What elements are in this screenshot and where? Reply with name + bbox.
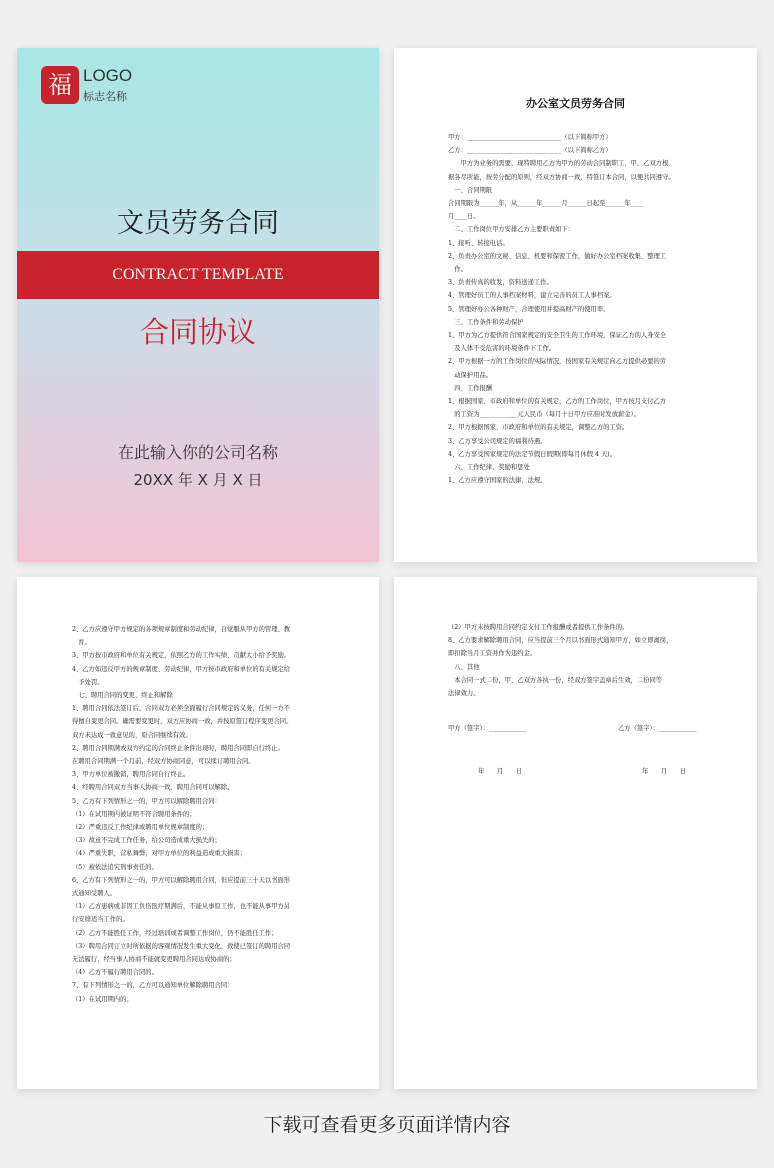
text-line: 及人体不受危害的环境条件下工作。 [448,345,556,353]
cover-subtitle: 合同协议 [139,315,256,349]
text-line: 二、工作岗位甲方安排乙方主要职责如下： [448,226,574,234]
logo-text: LOGO [83,66,133,85]
cover-page [17,48,379,562]
date-party-a: 年 月 日 [478,768,523,775]
page-2-body [72,623,324,1006]
text-line: （4）严重失职，营私舞弊，对甲方单位的利益造成重大损害； [72,850,247,858]
text-line: 无法履行，经当事人协商不能就变更聘用合同达成协商的； [72,956,236,964]
text-line: （5）被依法追究刑事责任的。 [72,863,158,871]
text-line: 三、工作条件和劳动保护 [448,318,524,326]
document-title: 办公室文员劳务合同 [526,97,625,110]
page-3-body [448,621,703,700]
text-line: 八、其他 [448,663,480,671]
text-line: 乙方：______________________________（以下简称乙方） [448,147,612,155]
text-line: 育。 [72,639,91,647]
logo-subtitle: 标志名称 [83,90,127,103]
text-line: （2）甲方未按聘用合同约定支付工作报酬或者提供工作条件的。 [448,624,629,631]
text-line: 5、乙方有下列情形之一的，甲方可以解除聘用合同： [72,797,221,805]
signature-party-b: 乙方（签字）：____________ [618,725,697,732]
text-line: 1、接听、转接电话。 [448,239,509,247]
cover-title: 文员劳务合同 [117,208,279,239]
text-line: （3）故意不完成工作任务，给公司造成重大损失的； [72,837,221,845]
text-line: 的工资为____________元人民币（每月十日甲方应准时发放薪金）。 [448,411,641,419]
text-line: （4）乙方不履行聘用合同的。 [72,969,158,977]
text-line: 3、甲方单位被撤销，聘用合同自行终止。 [72,771,190,779]
text-line: 2、甲方根据一方的工作岗位的实际情况，按国家有关规定向乙方提供必要的劳 [448,358,667,366]
contract-page-2 [17,577,379,1089]
text-line: 2、甲方根据国家、市政府和单位的有关规定，调整乙方的工资。 [448,424,629,432]
text-line: 据各尽所能，按劳分配的原则，经双方协商一致，特签订本合同，以便共同遵守。 [448,173,675,181]
text-line: 2、负责办公室的文秘、信息、机要和保密工作，做好办公室档案收集、整理工 [448,252,667,260]
text-line: （2）乙方不能胜任工作，经过培训或者调整工作岗位，仍不能胜任工作； [72,929,278,937]
text-line: 1、根据国家、市政府和单位的有关规定，乙方的工作岗位，甲方按月支付乙方 [448,398,667,406]
text-line: （3）聘用合同订立时所依据的客观情况发生重大变化，致使已签订的聘用合同 [72,942,291,950]
text-line: 七、聘用合同的变更、终止和解除 [72,692,173,700]
text-line: 4、乙方享受国家规定的法定节假日假期(即每月休假 4 天)。 [448,450,617,458]
text-line: 5、管理好办公各种财产，合理使用并提高财产的使用率。 [448,305,610,313]
text-line: 一、合同期限 [448,186,493,194]
text-line: 月____日。 [448,213,480,221]
cover-date: 20XX 年 X 月 X 日 [133,471,263,489]
text-line: 行安排适当工作的。 [72,916,129,924]
text-line: 动保护用品。 [448,371,493,379]
text-line: （2）严重违反工作纪律或聘用单位规章制度的； [72,824,209,832]
text-line: 4、管理好员工的人事档案材料，建立完善的员工人事档案。 [448,292,616,300]
date-party-b: 年 月 日 [642,768,687,775]
text-line: 六、工作纪律、奖励和惩处 [448,464,530,472]
text-line: 4、经聘用合同双方当事人协商一致，聘用合同可以解除。 [72,784,234,792]
contract-page-1 [394,48,757,562]
text-line: 甲方为业务的需要，现特聘用乙方为甲方的劳动合同制职工，甲、乙双方根 [448,160,669,168]
text-line: 2、乙方应遵守甲方规定的各项规章制度和劳动纪律，自觉服从甲方的管理、教 [72,626,291,633]
text-line: 1、聘用合同依法签订后，合同双方必须全面履行合同规定的义务，任何一方不 [72,705,291,713]
text-line: 3、乙方享受公司规定的福利待遇。 [448,437,547,445]
text-line: 作。 [448,266,467,274]
text-line: 8、乙方要求解除聘用合同，应当提前三个月以书面形式通知甲方，如立即离岗， [448,637,673,645]
text-line: 在聘用合同期满一个月前，经双方协商同意，可以续订聘用合同。 [72,758,255,766]
text-line: （1）在试用期内被证明不符合聘用条件的； [72,810,196,818]
text-line: 3、甲方按市政府和单位有关规定，依照乙方的工作实绩、贡献大小给予奖励。 [72,652,291,660]
text-line: （1）在试用期内的； [72,995,133,1003]
text-line: 6、乙方有下列情形之一的，甲方可以解除聘用合同，但应提前三十天以书面形 [72,876,291,884]
text-line: 4、乙方如违反甲方的规章制度、劳动纪律，甲方按市政府和单位的有关规定给 [72,665,291,673]
company-name: 在此输入你的公司名称 [117,443,278,462]
text-line: 合同期限为______年，从______年______月______日起至______年____ [448,200,644,208]
text-line: 7、有下列情形之一的，乙方可以通知单位解除聘用合同： [72,982,234,990]
text-line: 式通知受聘人。 [72,890,117,898]
text-line: 予处罚。 [72,678,104,686]
text-line: 甲方：______________________________（以下简称甲方） [448,134,612,141]
text-line: 本合同一式二份，甲、乙双方各执一份，经双方签字盖章后生效，二份同等 [448,676,663,684]
text-line: 即扣除当月工资并作为违约金。 [448,650,537,658]
text-line: 1、甲方为乙方提供符合国家规定的安全卫生的工作环境，保证乙方的人身安全 [448,332,667,340]
text-line: 四、工作报酬 [448,384,493,392]
text-line: 3、负责传真的收发，资料送递工作。 [448,279,553,287]
text-line: 得擅自变更合同。确需要变更时，双方应协商一致，并按原签订程序变更合同。 [72,718,293,726]
band-text: CONTRACT TEMPLATE [112,266,284,283]
footer-caption: 下载可查看更多页面详情内容 [263,1114,511,1136]
contract-page-3 [394,577,757,1089]
text-line: 2、聘用合同期满或双方约定的合同终止条件出现时，聘用合同即自行终止。 [72,744,284,752]
text-line: 1、乙方应遵守国家的法律、法规。 [448,477,547,485]
text-line: 双方未达成一致意见的，原合同继续有效。 [72,731,192,739]
page-1-body [448,131,703,487]
signature-party-a: 甲方（签字）：____________ [448,725,527,732]
logo-icon: 福 [41,66,79,104]
text-line: （1）乙方患病或非因工负伤医疗期满后，不能从事原工作，也不能从事甲方另 [72,903,291,911]
text-line: 法律效力。 [448,690,480,698]
